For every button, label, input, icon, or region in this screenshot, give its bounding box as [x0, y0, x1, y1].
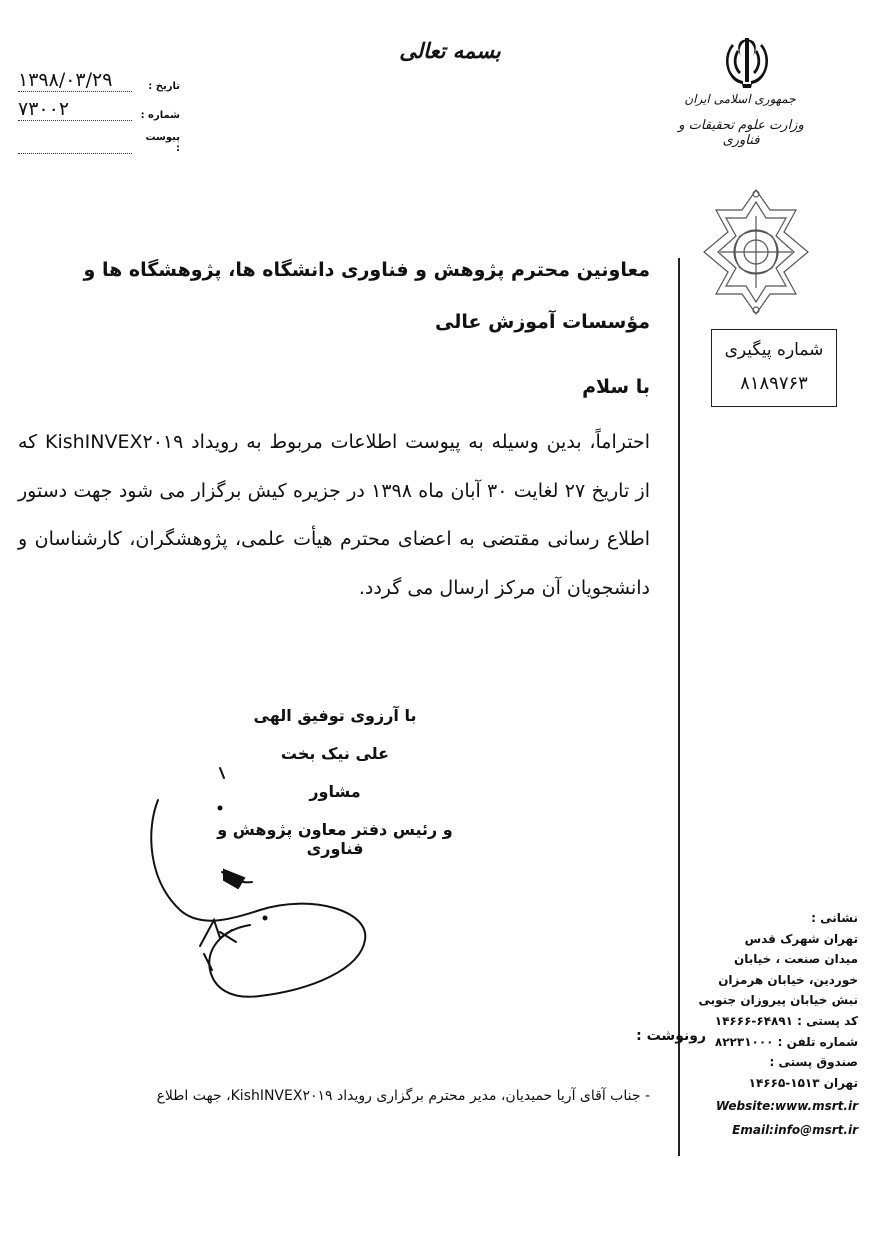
- tracking-box: [711, 329, 837, 407]
- cc-line: - جناب آقای آریا حمیدیان، مدیر محترم برگزاری رویداد KishINVEX۲۰۱۹، جهت اطلاع: [156, 1088, 650, 1104]
- attachment-label: پیوست :: [145, 132, 180, 154]
- org-line2: وزارت علوم تحقیقات و فناوری: [678, 118, 804, 148]
- addressee-line2: مؤسسات آموزش عالی: [435, 311, 650, 333]
- address-line: خوردین، خیابان هرمزان: [718, 972, 858, 987]
- address-line: تهران شهرک قدس: [744, 931, 858, 946]
- ornament-icon: [700, 186, 812, 316]
- tracking-number: ۸۱۸۹۷۶۳: [740, 373, 808, 394]
- address-line: نشانی :: [811, 911, 858, 925]
- addressee-line1: معاونین محترم پژوهش و فناوری دانشگاه ها، پژوهشگاه ها و: [83, 259, 650, 281]
- attachment-row: [18, 134, 180, 154]
- addressee: [40, 244, 650, 348]
- signer-name: علی نیک بخت: [280, 744, 390, 763]
- address-line: شماره تلفن : ۸۲۲۳۱۰۰۰: [714, 1034, 858, 1049]
- vertical-divider: [678, 258, 680, 1156]
- number-value: ۷۳۰۰۲: [18, 99, 132, 121]
- address-line: صندوق پستی :: [769, 1055, 858, 1070]
- date-value: ۱۳۹۸/۰۳/۲۹: [18, 70, 132, 92]
- salutation: با سلام: [582, 376, 650, 398]
- letter-body: احتراماً، بدین وسیله به پیوست اطلاعات مربوط به رویداد KishINVEX۲۰۱۹ که از تاریخ ۲۷ لغایت ۳۰ آبان ماه ۱۳۹۸ در جزیره کیش برگزار می شود جهت دستور اطلاع رسانی مقتضی به اعضای محترم هیأت علمی، پژوهشگران، کارشناسان و دانشجویان آن مرکز ارسال می گردد.: [18, 431, 650, 599]
- address-line: تهران ۱۵۱۳-۱۴۶۶۵: [748, 1075, 858, 1090]
- address-line: نبش خیابان پیروزان جنوبی: [698, 993, 858, 1008]
- number-label: شماره :: [140, 110, 180, 121]
- basmala: بسمه تعالی: [399, 38, 501, 63]
- address-line: میدان صنعت ، خیابان: [734, 952, 858, 967]
- date-label: تاریخ :: [148, 81, 180, 92]
- address-block: [690, 908, 858, 1093]
- closing: با آرزوی توفیق الهی: [253, 706, 417, 725]
- iran-emblem-icon: [718, 32, 776, 92]
- date-row: [18, 69, 180, 92]
- number-row: [18, 98, 180, 121]
- org-line1: جمهوری اسلامی ایران: [684, 92, 796, 106]
- attachment-value: [18, 134, 132, 154]
- address-line: کد پستی : ۶۴۸۹۱-۱۴۶۶۶: [714, 1013, 858, 1028]
- cc-label: رونوشت :: [636, 1028, 706, 1044]
- website: Website:www.msrt.ir: [715, 1099, 858, 1113]
- signer-title1: مشاور: [309, 782, 361, 801]
- tracking-label: شماره پیگیری: [724, 340, 824, 360]
- email: Email:info@msrt.ir: [732, 1123, 858, 1137]
- signer-title2: و رئیس دفتر معاون پژوهش و فناوری: [217, 820, 453, 858]
- handwritten-signature-icon: [140, 760, 380, 1010]
